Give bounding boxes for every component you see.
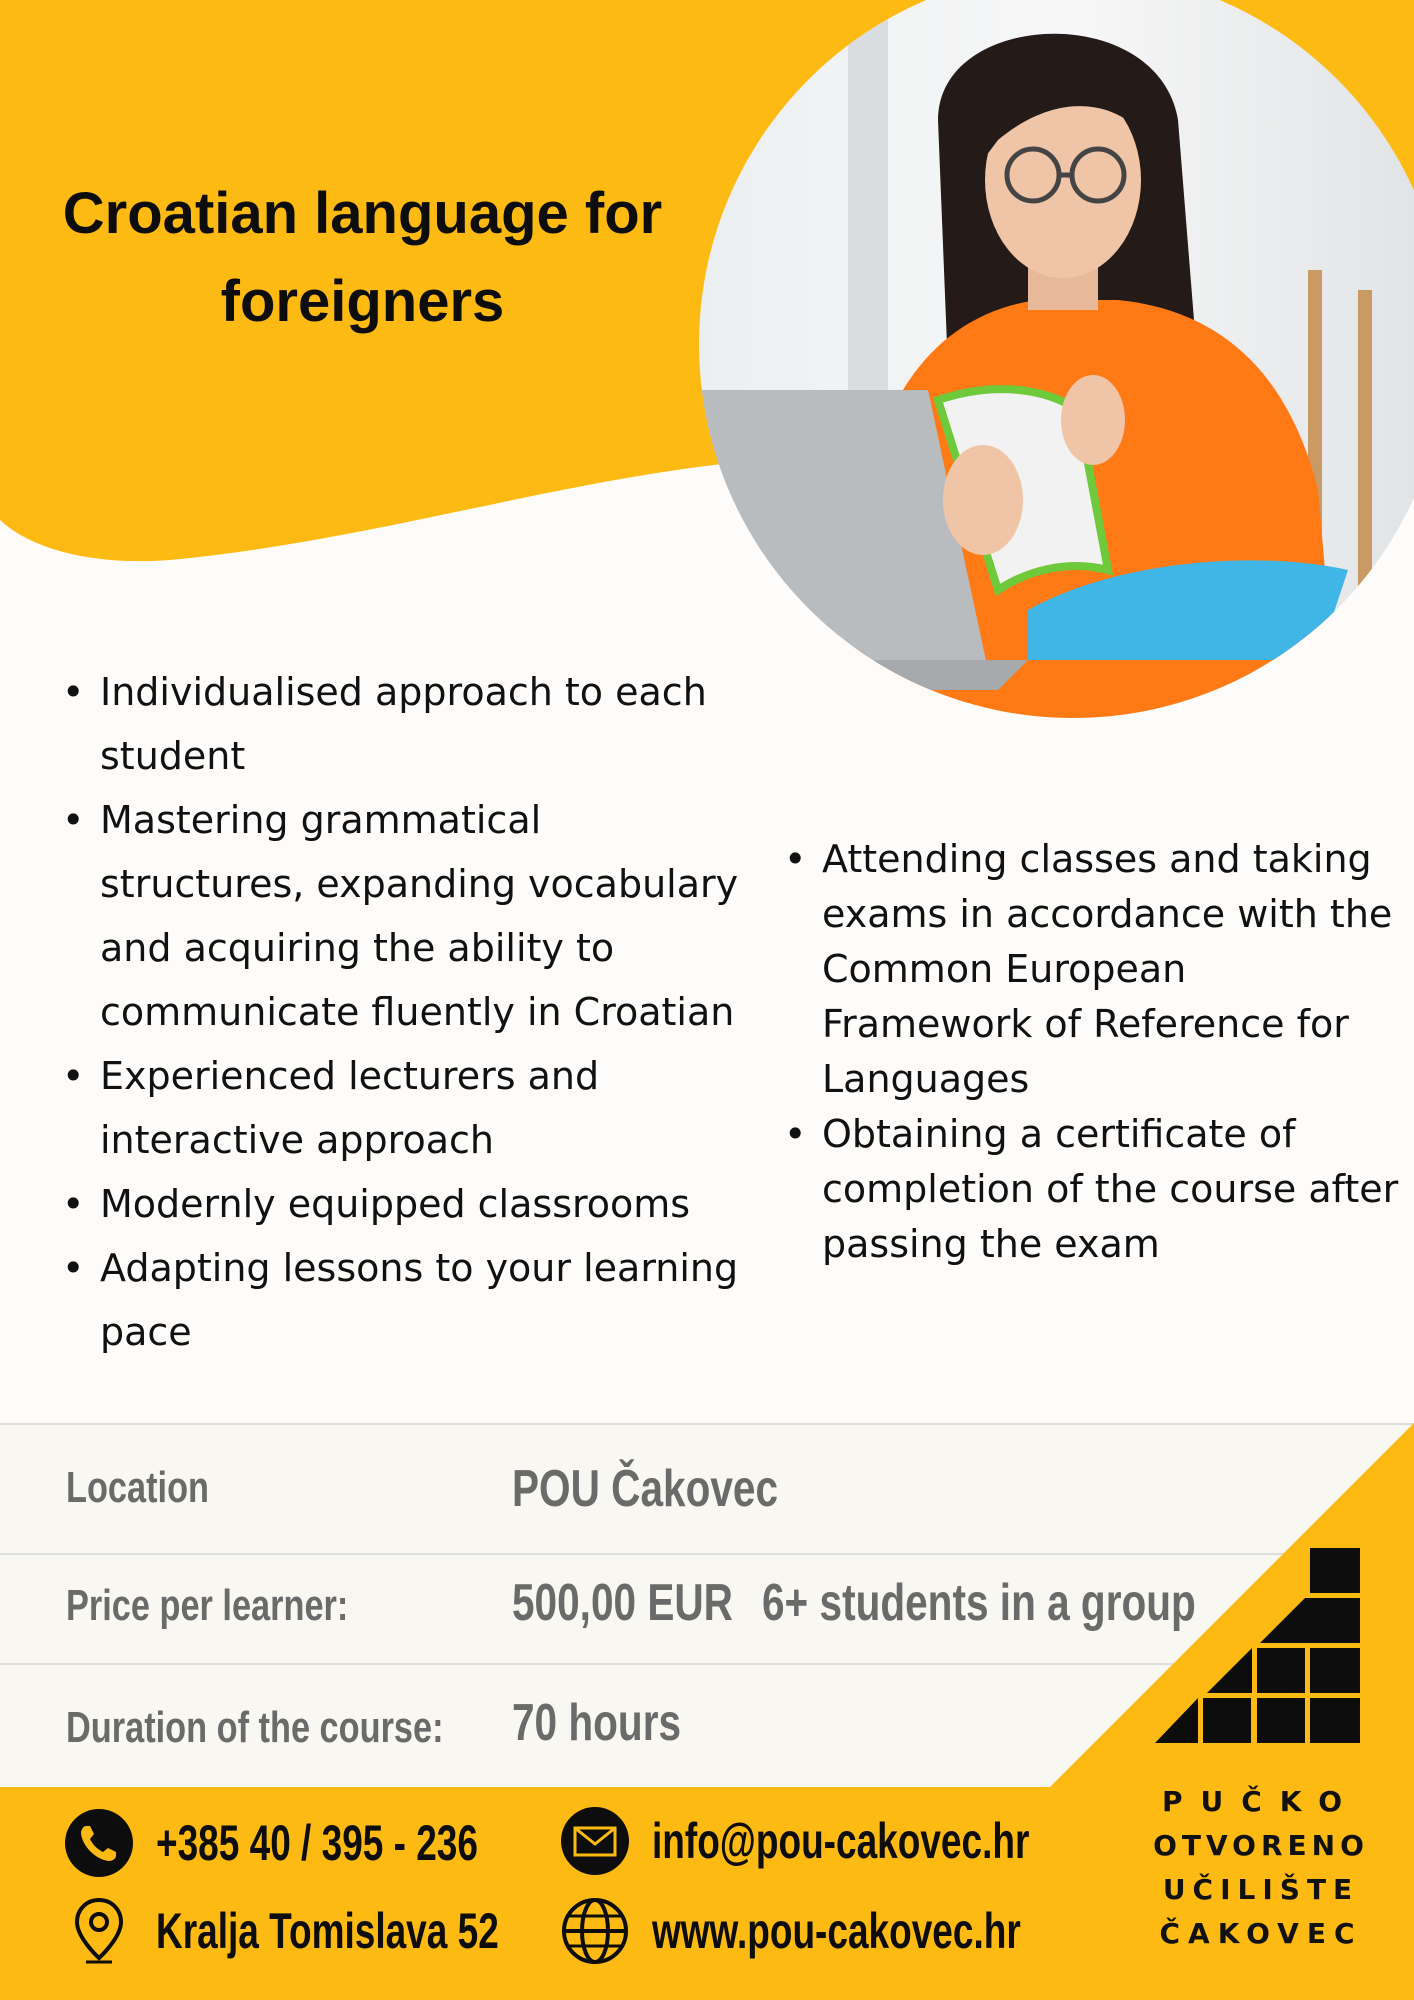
phone-number: +385 40 / 395 - 236 <box>156 1815 478 1871</box>
list-item <box>54 660 754 788</box>
location-label: Location <box>66 1463 209 1512</box>
bullet-icon: • <box>784 1112 807 1156</box>
location-pin-icon <box>64 1896 134 1966</box>
feature-text: Obtaining a certificate of completion of the course after passing the exam <box>822 1112 1399 1266</box>
logo-line: OTVORENO <box>1153 1829 1369 1862</box>
street-address: Kralja Tomislava 52 <box>156 1903 499 1959</box>
student-photo <box>698 0 1414 718</box>
bullet-icon: • <box>62 1182 85 1226</box>
list-item <box>54 788 754 1044</box>
mail-icon <box>560 1806 630 1876</box>
duration-value: 70 hours <box>512 1694 682 1752</box>
feature-text: Modernly equipped classrooms <box>100 1182 691 1226</box>
duration-label: Duration of the course: <box>66 1703 444 1752</box>
bullet-icon: • <box>62 670 85 714</box>
feature-text: Adapting lessons to your learning pace <box>100 1246 739 1354</box>
contact-website[interactable] <box>560 1896 1150 1966</box>
bullet-icon: • <box>62 798 85 842</box>
logo-line: ČAKOVEC <box>1159 1917 1363 1950</box>
title-line-2: foreigners <box>220 269 505 334</box>
bullet-icon: • <box>62 1054 85 1098</box>
feature-text: Mastering grammatical structures, expanding vocabulary and acquiring the ability to communicate fluently in Croatian <box>100 798 739 1034</box>
staircase-logo-icon <box>1155 1548 1365 1758</box>
list-item <box>776 832 1406 1107</box>
bullet-icon: • <box>784 837 807 881</box>
price-label: Price per learner: <box>66 1581 349 1630</box>
price-note: 6+ students in a group <box>762 1574 1196 1632</box>
email-address: info@pou-cakovec.hr <box>652 1813 1030 1869</box>
website-url: www.pou-cakovec.hr <box>652 1903 1021 1959</box>
location-value: POU Čakovec <box>512 1460 779 1518</box>
logo-line: UČILIŠTE <box>1162 1873 1360 1906</box>
contact-email[interactable] <box>560 1806 1162 1876</box>
contact-phone[interactable] <box>64 1808 591 1878</box>
logo-line: PUČKO <box>1161 1785 1361 1818</box>
institution-logo-text <box>1150 1780 1372 1956</box>
page-title <box>30 170 695 346</box>
phone-icon <box>64 1808 134 1878</box>
bullet-icon: • <box>62 1246 85 1290</box>
contact-address[interactable] <box>64 1896 619 1966</box>
feature-text: Experienced lecturers and interactive approach <box>100 1054 600 1162</box>
title-line-1: Croatian language for <box>62 181 663 246</box>
feature-text: Attending classes and taking exams in accordance with the Common European Framework of Reference for Languages <box>822 837 1393 1101</box>
globe-icon <box>560 1896 630 1966</box>
price-value: 500,00 EUR <box>512 1574 733 1632</box>
feature-text: Individualised approach to each student <box>100 670 707 778</box>
